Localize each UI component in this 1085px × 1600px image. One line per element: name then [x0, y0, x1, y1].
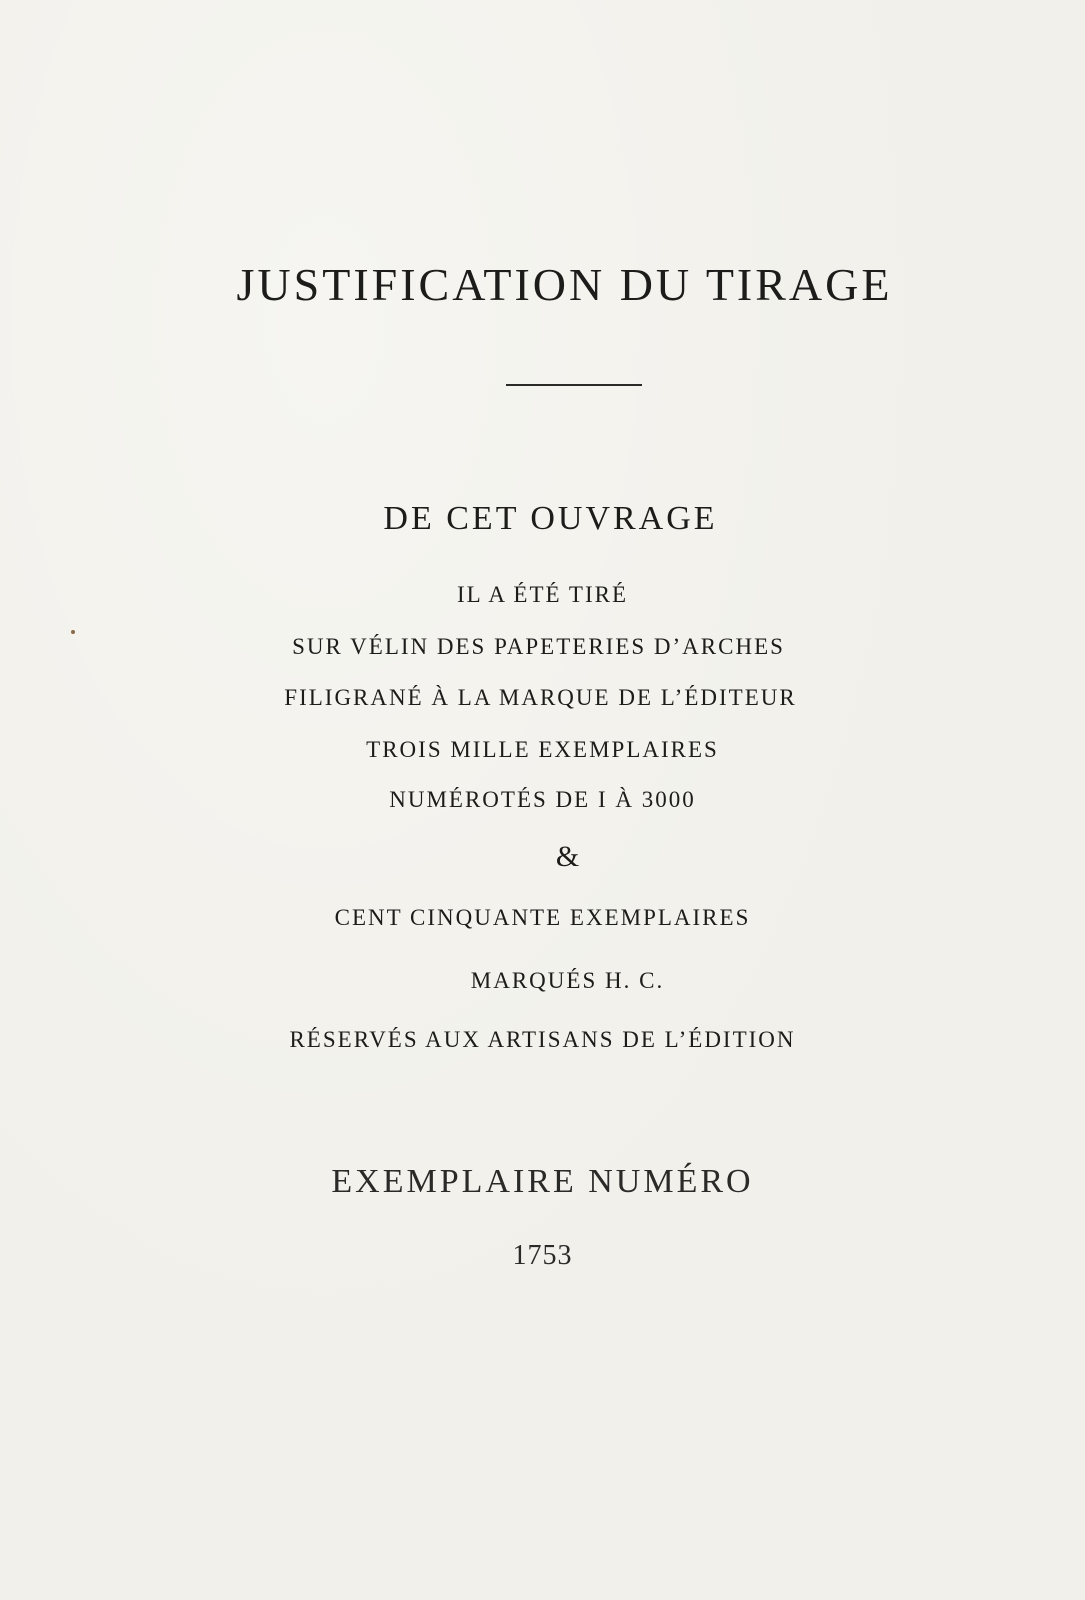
text-line: TROIS MILLE EXEMPLAIRES	[366, 737, 719, 762]
text-line: MARQUÉS H. C.	[470, 968, 665, 993]
text-line: SUR VÉLIN DES PAPETERIES D’ARCHES	[292, 634, 785, 659]
copy-number: 1753	[512, 1240, 573, 1271]
text-line: RÉSERVÉS AUX ARTISANS DE L’ÉDITION	[289, 1027, 796, 1052]
text-line: IL A ÉTÉ TIRÉ	[456, 582, 628, 607]
section-heading: DE CET OUVRAGE	[383, 500, 718, 537]
text-line: CENT CINQUANTE EXEMPLAIRES	[334, 905, 751, 930]
copy-label: EXEMPLAIRE NUMÉRO	[331, 1163, 754, 1200]
ampersand: &	[555, 840, 580, 873]
text-line: FILIGRANÉ À LA MARQUE DE L’ÉDITEUR	[284, 685, 797, 710]
text-line: NUMÉROTÉS DE I À 3000	[389, 787, 696, 812]
divider-rule	[506, 384, 642, 386]
paper-speck	[71, 630, 75, 634]
document-title: JUSTIFICATION DU TIRAGE	[236, 259, 893, 310]
